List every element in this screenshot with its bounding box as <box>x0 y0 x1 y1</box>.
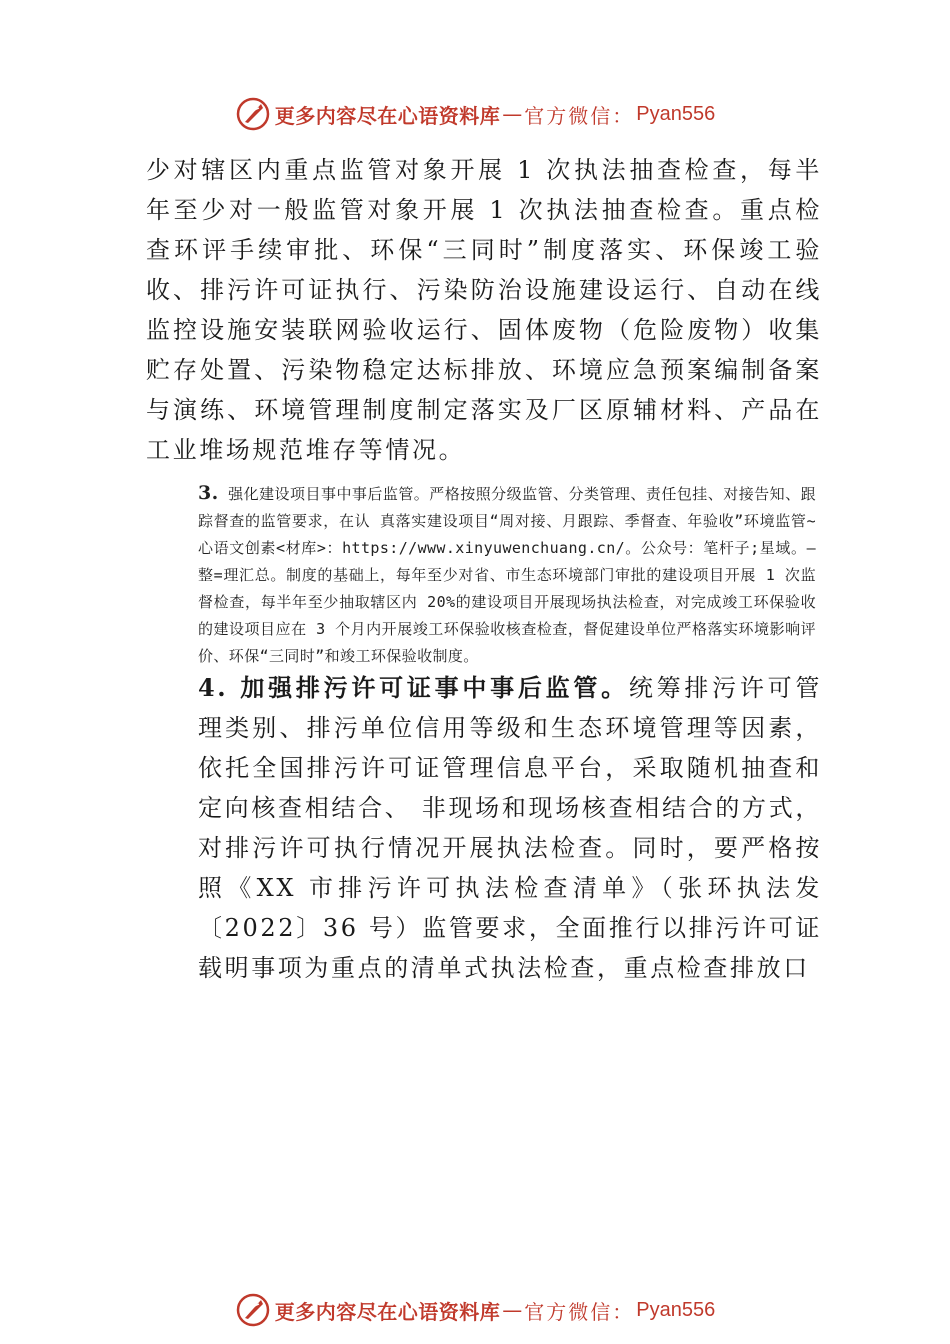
footer-official-label: 官方微信： <box>524 1299 635 1324</box>
section-heading-4: 4. 加强排污许可证事中事后监管。 <box>198 673 629 702</box>
paragraph-discharge-permit <box>146 668 822 988</box>
paragraph-discharge-text: 统筹排污许可管理类别、排污单位信用等级和生态环境管理等因素，依托全国排污许可证管理信息平台，采取随机抽查和定向核查相结合、 非现场和现场核查相结合的方式，对排污许可执行情况开展执法检查。同时，要严格按照《XX 市排污许可执法检查清单》（张环执法发〔2022〕36 号）监管要求，全面推行以排污许可证载明事项为重点的清单式执法检查，重点检查排放口 <box>198 674 823 982</box>
paragraph-construction-text: 强化建设项目事中事后监管。严格按照分级监管、分类管理、责任包挂、对接告知、跟踪督查的监管要求，在认 真落实建设项目“周对接、月跟踪、季督查、年验收”环境监管~心语文创素<材库>：https://www.xinyuwenchuang.cn/。公众号：笔杆子;星域。—整=理汇总。制度的基础上，每年至少对省、市生态环境部门审批的建设项目开展 1 次监督检查，每半年至少抽取辖区内 20%的建设项目开展现场执法检查，对完成竣工环保验收的建设项目应在 3 个月内开展竣工环保验收核查检查，督促建设单位严格落实环境影响评价、环保“三同时”和竣工环保验收制度。 <box>198 485 816 665</box>
footer-banner <box>0 1290 950 1330</box>
paragraph-inspection-scope: 少对辖区内重点监管对象开展 1 次执法抽查检查，每半年至少对一般监管对象开展 1 次执法抽查检查。重点检查环评手续审批、环保“三同时”制度落实、环保竣工验收、排污许可证执行、污染防治设施建设运行、自动在线监控设施安装联网验收运行、固体废物（危险废物）收集贮存处置、污染物稳定达标排放、环境应急预案编制备案与演练、环境管理制度制定落实及厂区原辅材料、产品在工业堆场规范堆存等情况。 <box>146 156 822 464</box>
footer-brand-text: 更多内容尽在心语资料库 <box>274 1299 501 1324</box>
header-official-label: 官方微信： <box>524 103 635 128</box>
footer-dash: — <box>502 1298 523 1322</box>
header-wechat-id: Pyan556 <box>636 102 716 125</box>
header-banner <box>0 94 950 134</box>
header-brand-text: 更多内容尽在心语资料库 <box>274 103 501 128</box>
item-number-3: 3. <box>198 482 219 504</box>
paragraph-construction-supervision <box>146 480 816 670</box>
header-dash: — <box>502 102 523 126</box>
quill-logo-icon <box>235 1292 271 1328</box>
quill-logo-icon <box>235 96 271 132</box>
footer-wechat-id: Pyan556 <box>636 1298 716 1321</box>
